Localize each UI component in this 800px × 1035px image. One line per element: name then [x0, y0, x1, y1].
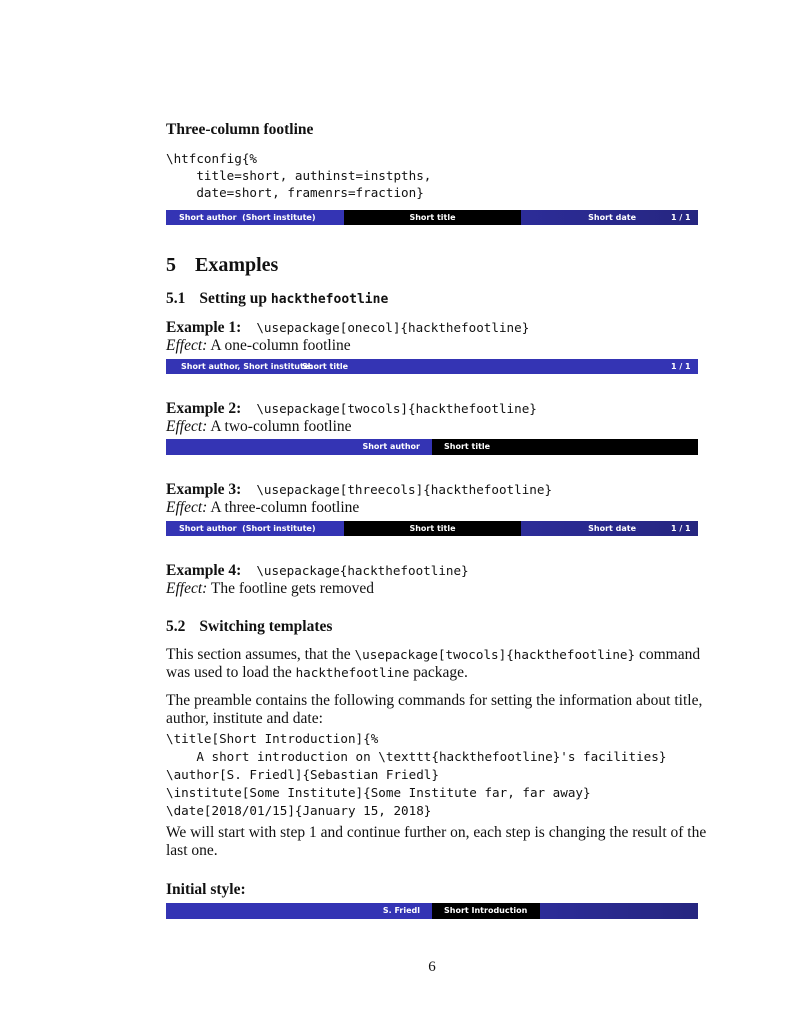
paragraph: last one. — [166, 842, 218, 859]
footline-title: Short title — [302, 362, 349, 371]
subsection-number: 5.1 — [166, 290, 186, 307]
code-line: title=short, authinst=instpths, — [166, 168, 432, 183]
code-line: A short introduction on \texttt{hackthefootline}'s facilities} — [166, 749, 667, 764]
effect-text: A three-column footline — [207, 499, 360, 516]
effect-text: The footline gets removed — [207, 580, 375, 597]
paragraph: The preamble contains the following commands for setting the information about title, — [166, 692, 703, 709]
example-code: \usepackage[twocols]{hackthefootline} — [256, 401, 537, 416]
effect-label: Effect: — [166, 418, 208, 435]
effect-2 — [166, 418, 352, 436]
footline-title: Short title — [344, 521, 521, 536]
section-heading — [166, 254, 278, 277]
footline-date: Short date — [588, 213, 636, 222]
footline-initial-style — [166, 903, 698, 919]
subsection-heading — [166, 290, 388, 308]
subsection-number: 5.2 — [166, 618, 186, 635]
example-code: \usepackage{hackthefootline} — [256, 563, 469, 578]
effect-label: Effect: — [166, 499, 208, 516]
subsection-title: Switching templates — [199, 618, 333, 635]
paragraph: We will start with step 1 and continue further on, each step is changing the result of the — [166, 824, 707, 841]
footline-right-segment — [540, 903, 698, 919]
initial-style-heading: Initial style: — [166, 881, 246, 898]
example-label: Example 4: — [166, 562, 242, 579]
code-line: \title[Short Introduction]{% — [166, 731, 379, 746]
footline-date: Short date — [588, 524, 636, 533]
inline-code: \usepackage[twocols]{hackthefootline} — [354, 647, 636, 662]
footline-title: Short title — [344, 210, 521, 225]
example-label: Example 1: — [166, 319, 242, 336]
code-line: \htfconfig{% — [166, 151, 257, 166]
footline-author: Short author, Short institute: — [181, 362, 313, 371]
footline-frame: 1 / 1 — [671, 213, 691, 222]
effect-label: Effect: — [166, 580, 208, 597]
footline-two-column — [166, 439, 698, 455]
inline-code: hackthefootline — [295, 665, 410, 680]
section-title: Examples — [195, 254, 279, 276]
example-1 — [166, 319, 529, 337]
code-line: \institute[Some Institute]{Some Institute far, far away} — [166, 785, 591, 800]
footline-author: Short author — [166, 439, 432, 455]
example-label: Example 2: — [166, 400, 242, 417]
code-line: \author[S. Friedl]{Sebastian Friedl} — [166, 767, 439, 782]
effect-label: Effect: — [166, 337, 208, 354]
example-4 — [166, 562, 469, 580]
example-code: \usepackage[threecols]{hackthefootline} — [256, 482, 553, 497]
footline-author: S. Friedl — [166, 903, 432, 919]
page-number: 6 — [428, 959, 436, 975]
footline-title: Short Introduction — [432, 903, 540, 919]
paragraph: author, institute and date: — [166, 710, 323, 727]
footline-title: Short title — [432, 439, 698, 455]
effect-1 — [166, 337, 351, 355]
example-2 — [166, 400, 537, 418]
paragraph: This section assumes, that the \usepackage[twocols]{hackthefootline} command — [166, 646, 701, 663]
subsection-title-code: hackthefootline — [270, 292, 389, 307]
footline-one-column — [166, 359, 698, 374]
footline-frame: 1 / 1 — [671, 362, 691, 371]
example-label: Example 3: — [166, 481, 242, 498]
effect-text: A one-column footline — [207, 337, 351, 354]
footline-author: Short author (Short institute) — [166, 210, 344, 225]
effect-text: A two-column footline — [207, 418, 352, 435]
footline-author: Short author (Short institute) — [166, 521, 344, 536]
example-code: \usepackage[onecol]{hackthefootline} — [256, 320, 530, 335]
paragraph: was used to load the hackthefootline package. — [166, 664, 468, 681]
footline-three-column — [166, 210, 698, 225]
code-line: date=short, framenrs=fraction} — [166, 185, 424, 200]
effect-3 — [166, 499, 359, 517]
code-line: \date[2018/01/15]{January 15, 2018} — [166, 803, 432, 818]
section-number: 5 — [166, 254, 176, 276]
footline-frame: 1 / 1 — [671, 524, 691, 533]
three-column-heading: Three-column footline — [166, 121, 314, 138]
subsection-title: Setting up — [199, 290, 271, 307]
example-3 — [166, 481, 552, 499]
subsection-heading — [166, 618, 332, 636]
effect-4 — [166, 580, 374, 598]
footline-three-column — [166, 521, 698, 536]
